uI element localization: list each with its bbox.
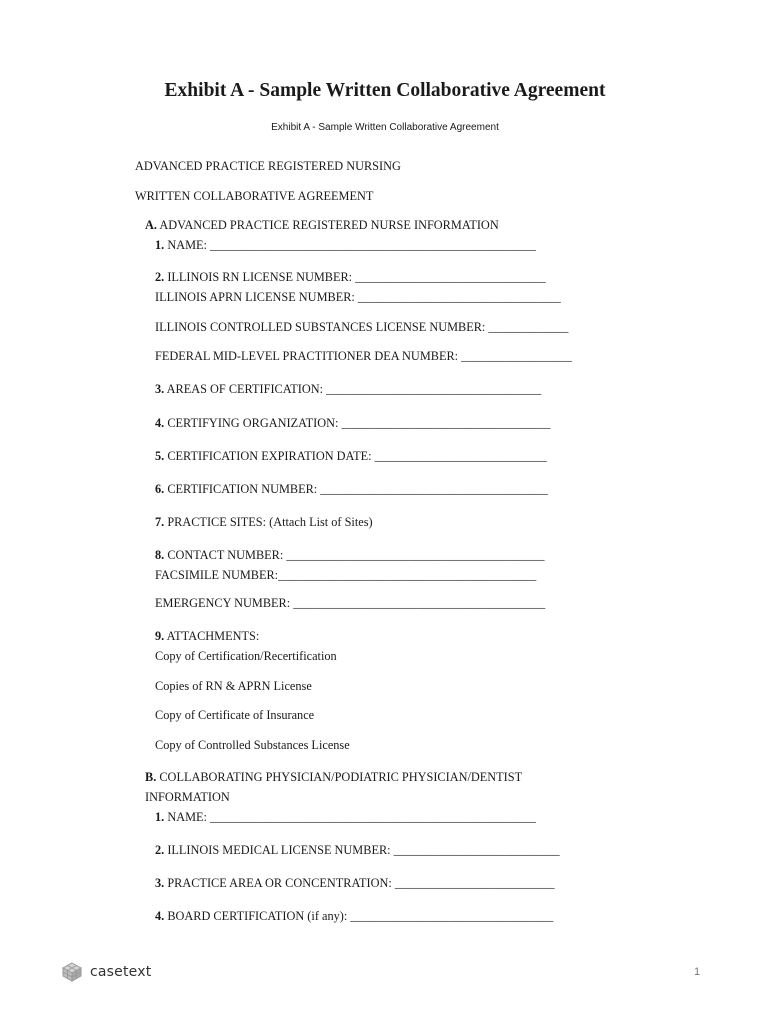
section-a-letter: A. — [145, 218, 157, 232]
medical-license-field — [155, 843, 560, 858]
aprn-license-field: ILLINOIS APRN LICENSE NUMBER: _________________________________ — [155, 290, 561, 304]
item-text: PRACTICE AREA OR CONCENTRATION: __________________________ — [167, 876, 555, 890]
attachment-controlled-substances: Copy of Controlled Substances License — [155, 738, 350, 752]
item-text: PRACTICE SITES: (Attach List of Sites) — [167, 515, 373, 529]
heading-advanced-practice: ADVANCED PRACTICE REGISTERED NURSING — [135, 159, 401, 173]
contact-number-field — [155, 548, 545, 563]
section-a-title: ADVANCED PRACTICE REGISTERED NURSE INFORMATION — [159, 218, 499, 232]
section-b-letter: B. — [145, 770, 157, 784]
item-number: 3. — [155, 876, 165, 890]
section-b-title-continued: INFORMATION — [145, 790, 230, 804]
item-number: 4. — [155, 416, 165, 430]
item-text: BOARD CERTIFICATION (if any): _________________________________ — [167, 909, 554, 923]
facsimile-number-field: FACSIMILE NUMBER:__________________________________________ — [155, 568, 537, 582]
document-title: Exhibit A - Sample Written Collaborative Agreement — [164, 80, 606, 101]
dea-number-field: FEDERAL MID-LEVEL PRACTITIONER DEA NUMBER: __________________ — [155, 349, 572, 363]
document-subtitle: Exhibit A - Sample Written Collaborative Agreement — [271, 122, 499, 133]
item-text: NAME: _____________________________________________________ — [167, 810, 536, 824]
item-text: AREAS OF CERTIFICATION: ___________________________________ — [166, 382, 542, 396]
section-b-title: COLLABORATING PHYSICIAN/PODIATRIC PHYSICIAN/DENTIST — [159, 770, 523, 784]
item-text: CERTIFICATION NUMBER: _____________________________________ — [167, 482, 548, 496]
item-text: CERTIFICATION EXPIRATION DATE: ____________________________ — [167, 449, 547, 463]
item-number: 6. — [155, 482, 165, 496]
item-text: CERTIFYING ORGANIZATION: __________________________________ — [167, 416, 551, 430]
item-text: ATTACHMENTS: — [166, 629, 260, 643]
item-text: CONTACT NUMBER: __________________________________________ — [167, 548, 545, 562]
attachment-certification: Copy of Certification/Recertification — [155, 649, 337, 663]
certification-areas-field — [155, 382, 541, 397]
apn-name-field — [155, 238, 536, 253]
emergency-number-field: EMERGENCY NUMBER: _________________________________________ — [155, 596, 546, 610]
rn-license-field — [155, 270, 546, 285]
item-number: 2. — [155, 270, 165, 284]
certification-expiration-field — [155, 449, 547, 464]
item-text: ILLINOIS RN LICENSE NUMBER: _______________________________ — [167, 270, 546, 284]
practice-sites-field — [155, 515, 373, 530]
section-b-heading — [145, 770, 522, 785]
practice-area-field — [155, 876, 555, 891]
item-number: 5. — [155, 449, 165, 463]
item-number: 9. — [155, 629, 165, 643]
physician-name-field — [155, 810, 536, 825]
item-text: ILLINOIS MEDICAL LICENSE NUMBER: ___________________________ — [167, 843, 560, 857]
attachment-licenses: Copies of RN & APRN License — [155, 679, 312, 693]
item-number: 1. — [155, 810, 165, 824]
certification-number-field — [155, 482, 548, 497]
page-number: 1 — [694, 966, 701, 978]
item-number: 8. — [155, 548, 165, 562]
item-number: 2. — [155, 843, 165, 857]
item-number: 4. — [155, 909, 165, 923]
item-text: NAME: _____________________________________________________ — [167, 238, 536, 252]
attachments-heading — [155, 629, 259, 644]
casetext-wordmark: casetext — [90, 964, 152, 980]
section-a-heading — [145, 218, 499, 233]
item-number: 3. — [155, 382, 165, 396]
attachment-insurance: Copy of Certificate of Insurance — [155, 708, 315, 722]
item-number: 1. — [155, 238, 165, 252]
heading-written-agreement: WRITTEN COLLABORATIVE AGREEMENT — [135, 189, 374, 203]
certifying-organization-field — [155, 416, 551, 431]
casetext-logo-icon — [60, 960, 84, 984]
casetext-logo — [60, 960, 151, 984]
controlled-substances-field: ILLINOIS CONTROLLED SUBSTANCES LICENSE NUMBER: _____________ — [155, 320, 569, 334]
item-number: 7. — [155, 515, 165, 529]
board-certification-field — [155, 909, 553, 924]
